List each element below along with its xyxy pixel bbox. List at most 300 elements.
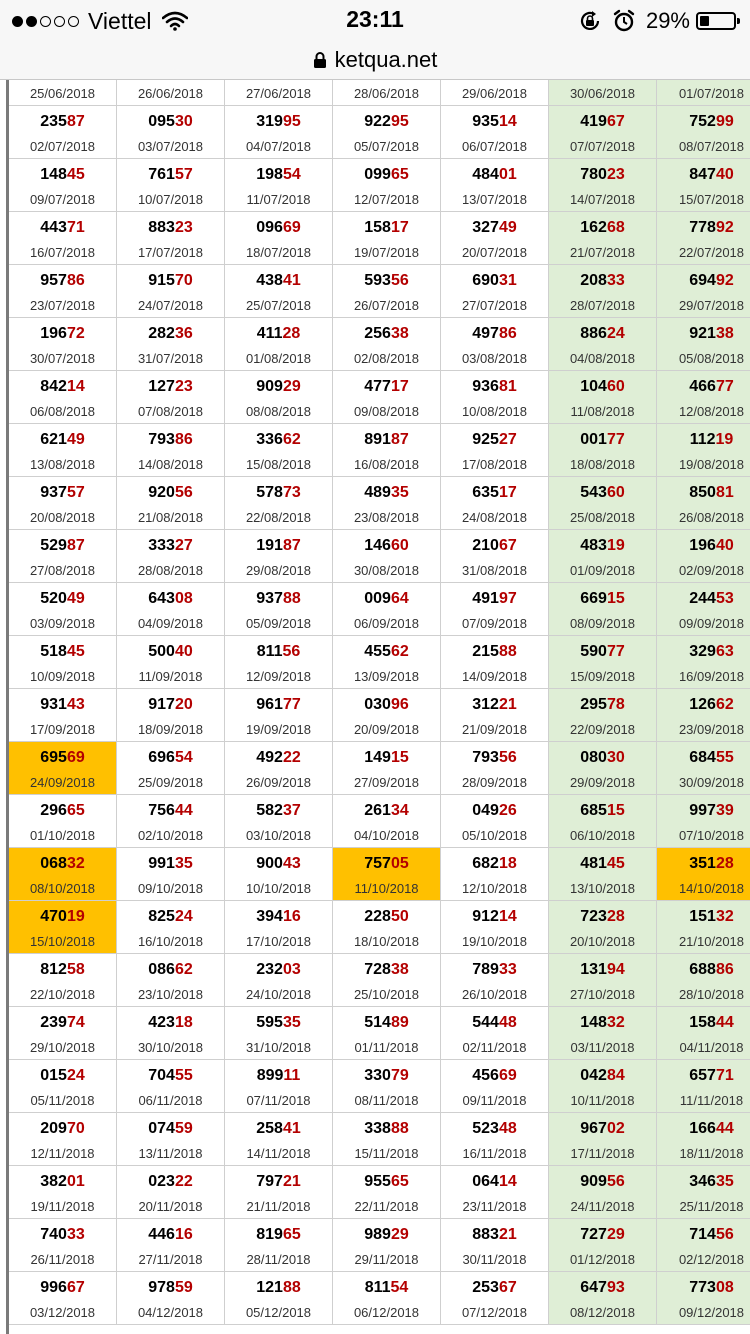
result-number-head: 723 (580, 908, 607, 925)
result-date: 11/07/2018 (246, 192, 311, 207)
result-number-tail: 37 (282, 802, 301, 819)
result-cell (441, 901, 549, 954)
result-cell (333, 1166, 441, 1219)
result-cell (441, 106, 549, 159)
result-number-tail: 69 (498, 1067, 517, 1084)
result-number-tail: 17 (498, 484, 517, 501)
result-number (117, 907, 224, 927)
result-number-tail: 18 (174, 1014, 193, 1031)
result-number-tail: 33 (498, 961, 517, 978)
result-number-head: 198 (256, 166, 283, 183)
result-number-head: 883 (472, 1226, 499, 1243)
result-cell (9, 159, 117, 212)
result-number (657, 1278, 750, 1298)
result-date: 26/09/2018 (245, 775, 312, 790)
result-number (117, 589, 224, 609)
result-number (117, 112, 224, 132)
result-cell (333, 159, 441, 212)
result-cell (225, 159, 333, 212)
result-cell (117, 901, 225, 954)
result-number-tail: 56 (498, 749, 517, 766)
result-cell (441, 318, 549, 371)
result-cell (657, 795, 750, 848)
result-cell (9, 901, 117, 954)
result-number-tail: 58 (66, 961, 85, 978)
result-date: 29/07/2018 (678, 298, 745, 313)
result-number-tail: 28 (606, 908, 625, 925)
result-cell (657, 848, 750, 901)
result-number-head: 825 (148, 908, 175, 925)
result-number (441, 748, 548, 768)
result-cell (225, 1113, 333, 1166)
result-cell (9, 477, 117, 530)
result-cell (441, 424, 549, 477)
result-number-tail: 67 (498, 537, 517, 554)
result-cell (333, 636, 441, 689)
result-cell (117, 1272, 225, 1325)
result-number-tail: 95 (390, 113, 409, 130)
result-number-tail: 24 (66, 1067, 85, 1084)
result-number-head: 714 (689, 1226, 716, 1243)
result-number-head: 909 (256, 378, 283, 395)
result-number-tail: 59 (174, 1279, 193, 1296)
result-cell (333, 583, 441, 636)
result-number (657, 1119, 750, 1139)
result-number (9, 271, 116, 291)
result-date: 13/10/2018 (569, 881, 636, 896)
result-number-head: 148 (40, 166, 67, 183)
result-date: 10/07/2018 (137, 192, 204, 207)
result-number-tail: 40 (174, 643, 193, 660)
result-date: 25/06/2018 (29, 86, 96, 101)
result-number (333, 430, 440, 450)
result-number-tail: 94 (606, 961, 625, 978)
result-number-head: 912 (472, 908, 499, 925)
result-number-head: 080 (580, 749, 607, 766)
result-number-tail: 35 (390, 484, 409, 501)
result-date: 20/10/2018 (569, 934, 636, 949)
result-number-head: 282 (148, 325, 175, 342)
result-date: 24/08/2018 (461, 510, 528, 525)
result-date: 27/07/2018 (461, 298, 528, 313)
result-number-tail: 32 (715, 908, 734, 925)
result-number-head: 121 (256, 1279, 283, 1296)
result-number-head: 208 (580, 272, 607, 289)
result-cell (9, 318, 117, 371)
result-number (9, 218, 116, 238)
result-number-tail: 86 (174, 431, 193, 448)
result-number-tail: 56 (606, 1173, 625, 1190)
result-cell (333, 742, 441, 795)
result-number (549, 1013, 656, 1033)
result-number (441, 801, 548, 821)
result-date: 04/07/2018 (245, 139, 312, 154)
result-cell (657, 212, 750, 265)
result-cell (549, 80, 657, 106)
result-date: 26/10/2018 (461, 987, 528, 1002)
result-number-tail: 96 (390, 696, 409, 713)
result-number-head: 215 (472, 643, 499, 660)
result-number-tail: 64 (390, 590, 409, 607)
result-number (225, 1119, 332, 1139)
result-number-head: 162 (580, 219, 607, 236)
result-number-tail: 78 (606, 696, 625, 713)
result-number-head: 669 (580, 590, 607, 607)
result-cell (441, 689, 549, 742)
result-cell (333, 1219, 441, 1272)
result-number-head: 937 (256, 590, 283, 607)
result-number-tail: 69 (66, 749, 85, 766)
result-cell (549, 1113, 657, 1166)
result-number-tail: 30 (174, 113, 193, 130)
result-number-head: 955 (364, 1173, 391, 1190)
result-number (441, 271, 548, 291)
result-number (657, 748, 750, 768)
result-number-tail: 44 (715, 1120, 734, 1137)
result-number (549, 271, 656, 291)
result-cell (117, 1166, 225, 1219)
result-cell (9, 530, 117, 583)
carrier-name: Viettel (88, 7, 152, 34)
result-number-tail: 27 (174, 537, 193, 554)
result-number-tail: 43 (66, 696, 85, 713)
result-number (333, 271, 440, 291)
result-number (657, 801, 750, 821)
result-number-head: 931 (40, 696, 67, 713)
result-number-head: 793 (472, 749, 499, 766)
result-number-head: 394 (256, 908, 283, 925)
result-number (333, 748, 440, 768)
result-number-head: 131 (580, 961, 607, 978)
result-number (225, 1066, 332, 1086)
result-number (225, 642, 332, 662)
result-number (117, 430, 224, 450)
result-cell (549, 371, 657, 424)
result-number-head: 151 (689, 908, 716, 925)
result-number (549, 695, 656, 715)
result-number-tail: 56 (715, 1226, 734, 1243)
result-date: 05/10/2018 (461, 828, 528, 843)
result-number-head: 455 (364, 643, 391, 660)
result-number (117, 536, 224, 556)
result-cell (657, 1007, 750, 1060)
result-date: 21/07/2018 (569, 245, 636, 260)
result-number-head: 336 (256, 431, 283, 448)
result-date: 12/10/2018 (461, 881, 528, 896)
result-cell (441, 795, 549, 848)
result-number-head: 099 (364, 166, 391, 183)
result-date: 01/09/2018 (569, 563, 636, 578)
result-number (333, 483, 440, 503)
result-cell (225, 1007, 333, 1060)
result-number (333, 960, 440, 980)
result-cell (225, 318, 333, 371)
result-number-tail: 19 (66, 908, 85, 925)
result-number (441, 324, 548, 344)
result-number (333, 642, 440, 662)
result-number-tail: 69 (282, 219, 301, 236)
result-number-head: 497 (472, 325, 499, 342)
result-cell (441, 742, 549, 795)
result-number-head: 883 (148, 219, 175, 236)
result-date: 06/09/2018 (353, 616, 420, 631)
result-number (9, 112, 116, 132)
result-number (9, 536, 116, 556)
result-number-tail: 89 (390, 1014, 409, 1031)
result-cell (333, 318, 441, 371)
result-number-tail: 29 (606, 1226, 625, 1243)
result-number-head: 484 (472, 166, 499, 183)
result-cell (441, 1272, 549, 1325)
result-number-head: 797 (256, 1173, 283, 1190)
result-date: 25/10/2018 (353, 987, 420, 1002)
result-cell (333, 1113, 441, 1166)
result-date: 16/09/2018 (678, 669, 745, 684)
result-number-tail: 24 (174, 908, 193, 925)
result-cell (117, 530, 225, 583)
result-number (225, 589, 332, 609)
result-cell (657, 265, 750, 318)
result-cell (657, 1113, 750, 1166)
result-cell (549, 530, 657, 583)
result-number-tail: 97 (498, 590, 517, 607)
result-date: 24/09/2018 (29, 775, 96, 790)
result-number (225, 960, 332, 980)
result-number-head: 695 (40, 749, 67, 766)
result-number (333, 1172, 440, 1192)
result-number (657, 695, 750, 715)
result-date: 29/11/2018 (354, 1252, 419, 1267)
result-date: 22/07/2018 (678, 245, 745, 260)
result-number (9, 801, 116, 821)
result-date: 16/07/2018 (29, 245, 96, 260)
result-cell (9, 1272, 117, 1325)
result-number-tail: 14 (498, 113, 517, 130)
result-number-tail: 33 (66, 1226, 85, 1243)
result-cell (117, 424, 225, 477)
result-date: 08/08/2018 (245, 404, 312, 419)
result-cell (9, 1166, 117, 1219)
result-number-tail: 65 (282, 1226, 301, 1243)
result-cell (441, 1113, 549, 1166)
result-cell (333, 1060, 441, 1113)
result-number-head: 261 (364, 802, 391, 819)
result-number-tail: 26 (498, 802, 517, 819)
result-date: 03/10/2018 (245, 828, 312, 843)
result-number (117, 1278, 224, 1298)
result-date: 10/11/2018 (570, 1093, 635, 1108)
result-number-head: 191 (256, 537, 283, 554)
result-date: 17/11/2018 (570, 1146, 635, 1161)
result-number-tail: 31 (498, 272, 517, 289)
address-bar[interactable] (0, 40, 750, 80)
result-number-tail: 15 (390, 749, 409, 766)
result-cell (441, 371, 549, 424)
result-date: 12/09/2018 (245, 669, 312, 684)
result-cell (9, 636, 117, 689)
result-number-head: 518 (40, 643, 67, 660)
result-number-head: 443 (40, 219, 67, 236)
result-date: 10/08/2018 (461, 404, 528, 419)
result-cell (9, 424, 117, 477)
result-cell (225, 636, 333, 689)
result-number (225, 218, 332, 238)
result-number (117, 483, 224, 503)
result-number (549, 324, 656, 344)
result-number-tail: 01 (498, 166, 517, 183)
result-number (549, 1278, 656, 1298)
result-cell (657, 106, 750, 159)
result-number-head: 228 (364, 908, 391, 925)
result-number (441, 589, 548, 609)
result-number-head: 481 (580, 855, 607, 872)
battery-level (700, 16, 709, 26)
result-number-head: 030 (364, 696, 391, 713)
result-date: 02/08/2018 (353, 351, 420, 366)
result-cell (549, 848, 657, 901)
result-number-head: 158 (689, 1014, 716, 1031)
result-number-tail: 48 (498, 1014, 517, 1031)
result-number-head: 127 (148, 378, 175, 395)
result-cell (117, 265, 225, 318)
result-number-head: 382 (40, 1173, 67, 1190)
result-number (549, 483, 656, 503)
result-number-tail: 29 (390, 1226, 409, 1243)
result-date: 22/10/2018 (29, 987, 96, 1002)
results-table (0, 80, 750, 1334)
result-number-tail: 88 (498, 643, 517, 660)
result-number-tail: 87 (66, 537, 85, 554)
result-date: 01/10/2018 (29, 828, 96, 843)
result-date: 02/12/2018 (678, 1252, 745, 1267)
result-cell (657, 159, 750, 212)
result-cell (333, 795, 441, 848)
result-date: 13/08/2018 (29, 457, 96, 472)
url-text[interactable]: ketqua.net (334, 46, 438, 72)
result-date: 16/08/2018 (353, 457, 420, 472)
result-date: 15/10/2018 (29, 934, 96, 949)
result-date: 21/10/2018 (678, 934, 745, 949)
result-number-head: 996 (40, 1279, 67, 1296)
result-date: 11/11/2018 (679, 1093, 744, 1108)
result-number-head: 544 (472, 1014, 499, 1031)
result-number (117, 1172, 224, 1192)
result-number-tail: 38 (390, 961, 409, 978)
result-number (549, 377, 656, 397)
result-date: 14/08/2018 (137, 457, 204, 472)
status-bar (0, 0, 750, 40)
result-number-tail: 38 (715, 325, 734, 342)
result-cell (225, 689, 333, 742)
result-number (117, 1066, 224, 1086)
result-number (333, 112, 440, 132)
result-number-tail: 65 (66, 802, 85, 819)
result-cell (549, 1007, 657, 1060)
result-date: 07/10/2018 (678, 828, 745, 843)
result-number-head: 351 (689, 855, 716, 872)
result-date: 18/08/2018 (569, 457, 636, 472)
result-number (225, 748, 332, 768)
result-number (333, 1225, 440, 1245)
result-date: 08/09/2018 (569, 616, 636, 631)
result-number-head: 411 (256, 325, 283, 342)
result-number-tail: 17 (390, 378, 409, 395)
result-date: 01/07/2018 (678, 86, 745, 101)
result-number (549, 589, 656, 609)
result-number (117, 642, 224, 662)
result-number-tail: 57 (174, 166, 193, 183)
result-cell (657, 318, 750, 371)
result-cell (225, 742, 333, 795)
status-right (568, 6, 736, 36)
result-number-tail: 35 (174, 855, 193, 872)
result-number (9, 1225, 116, 1245)
result-number-tail: 22 (282, 749, 301, 766)
result-date: 30/11/2018 (462, 1252, 527, 1267)
result-date: 25/11/2018 (679, 1199, 744, 1214)
result-number-tail: 40 (715, 537, 734, 554)
result-number-tail: 59 (174, 1120, 193, 1137)
result-number (225, 1225, 332, 1245)
result-number-tail: 81 (715, 484, 734, 501)
result-number-head: 593 (364, 272, 391, 289)
result-date: 27/08/2018 (29, 563, 96, 578)
result-number (333, 377, 440, 397)
result-number-tail: 67 (498, 1279, 517, 1296)
result-number (657, 1172, 750, 1192)
result-date: 03/07/2018 (137, 139, 204, 154)
result-number (657, 1225, 750, 1245)
result-cell (9, 583, 117, 636)
result-number (657, 218, 750, 238)
result-number-tail: 87 (66, 113, 85, 130)
result-number-tail: 35 (715, 1173, 734, 1190)
result-cell (117, 1007, 225, 1060)
result-number-head: 704 (148, 1067, 175, 1084)
result-number (225, 695, 332, 715)
result-number-head: 635 (472, 484, 499, 501)
result-number-tail: 39 (715, 802, 734, 819)
result-number (333, 1013, 440, 1033)
result-number-head: 477 (364, 378, 391, 395)
result-date: 25/07/2018 (245, 298, 312, 313)
result-date: 30/06/2018 (569, 86, 636, 101)
result-number-tail: 49 (66, 590, 85, 607)
result-number-tail: 92 (715, 272, 734, 289)
result-cell (549, 583, 657, 636)
result-date: 15/08/2018 (245, 457, 312, 472)
result-number (333, 907, 440, 927)
result-number-head: 688 (689, 961, 716, 978)
result-number (657, 960, 750, 980)
result-number (333, 854, 440, 874)
result-number (9, 430, 116, 450)
result-number-head: 049 (472, 802, 499, 819)
result-number (117, 1013, 224, 1033)
result-number-tail: 54 (390, 1279, 409, 1296)
result-date: 27/10/2018 (569, 987, 636, 1002)
result-number-head: 256 (364, 325, 391, 342)
result-number (117, 377, 224, 397)
result-number (9, 748, 116, 768)
result-number-head: 074 (148, 1120, 175, 1137)
result-number (657, 1066, 750, 1086)
result-number-head: 900 (256, 855, 283, 872)
result-number-tail: 41 (282, 1120, 301, 1137)
result-number (549, 112, 656, 132)
result-cell (441, 848, 549, 901)
result-number-tail: 18 (498, 855, 517, 872)
